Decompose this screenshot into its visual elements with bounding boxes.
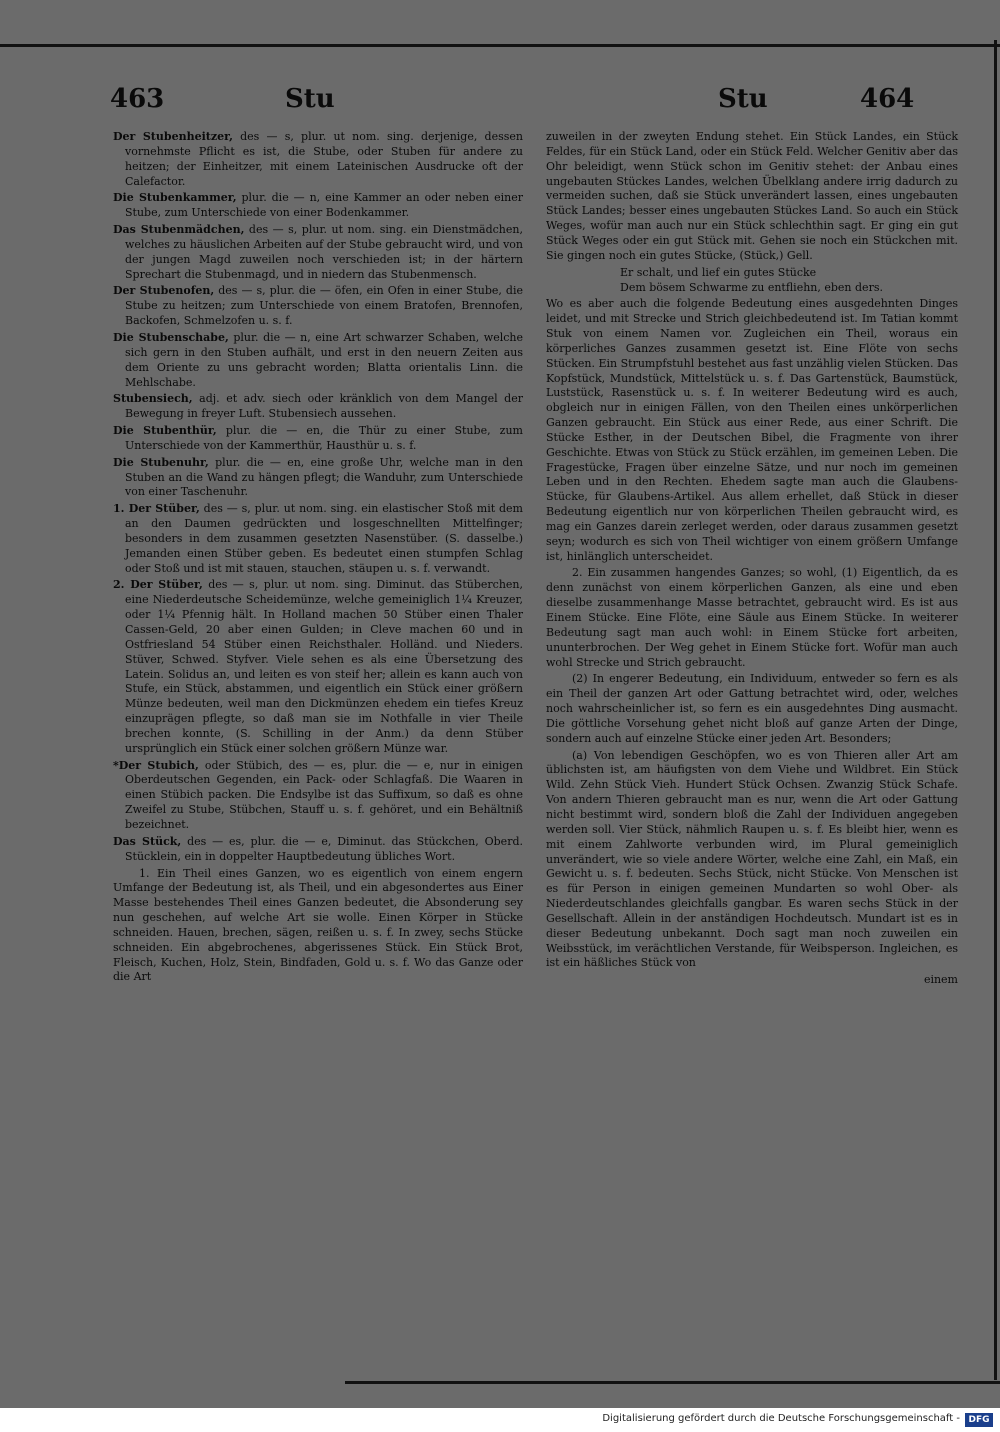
sense-paragraph: (a) Von lebendigen Geschöpfen, wo es von Thieren aller Art am üblichsten ist, am häufigsten von dem Viehe und Wildbret. Ein Stück Wild. Zehn Stück Vieh. Hundert Stück Ochsen. Zwanzig Stück Schafe. Von andern Thieren gebraucht man es nur, wenn die Art oder Gattung nicht bestimmt wird, sondern bloß die Zahl der Individuen angegeben werden soll. Vier Stück, nähmlich Raupen u. s. f. Es bleibt hier, wenn es mit einem Zahlworte verbunden wird, im Plural gemeiniglich unverändert, wie so viele andere Wörter, welche eine Zahl, ein Maß, ein Gewicht u. s. f. bedeuten. Sechs Stück, nicht Stücke. Von Menschen ist es für Person in einigen gemeinen Mundarten so wohl Ober- als Niederdeutschlandes gleichfalls gangbar. Es waren sechs Stück in der Gesellschaft. Allein in der anständigen Hochdeutsch. Mundart ist es in dieser Bedeutung unbekannt. Doch sagt man noch zuweilen ein Weibsstück, im verächtlichen Verstande, für Weibsperson. Ingleichen, es ist ein häßliches Stück von [546,748,958,970]
scan-top-edge [0,44,1000,47]
verse-line: Dem bösem Schwarme zu entfliehn, eben ders. [620,281,883,295]
dictionary-entry [113,502,523,576]
entry-lemma: Die Stubenkammer, [113,191,237,205]
sense-paragraph: (2) In engerer Bedeutung, ein Individuum, entweder so fern es als ein Theil der ganzen Art oder Gattung betrachtet wird, oder, welches noch wahrscheinlicher ist, so fern es ein ausgedehntes Ding ausmacht. Die göttliche Vorsehung gehet nicht bloß auf ganze Arten der Dinge, sondern auch auf einzelne Stücke einer jeden Art. Besonders; [546,672,958,745]
scan-bottom-edge [345,1381,1000,1384]
dictionary-entry [113,191,523,221]
scan-top-margin [0,0,1000,72]
sense-paragraph: 2. Ein zusammen hangendes Ganzes; so wohl, (1) Eigentlich, da es denn zunächst von einem körperlichen Ganzen, als eine und eben dieselbe zusammenhange Masse betrachtet, gebraucht wird. Es ist aus Einem Stücke. Eine Flöte, eine Säule aus Einem Stücke. In weiterer Bedeutung sagt man auch wohl: in Einem Stücke fort arbeiten, ununterbrochen. Der Weg gehet in Einem Stücke fort. Wofür man auch wohl Strecke und Strich gebraucht. [546,566,958,669]
entry-text: plur. die — n, eine Art schwarzer Schaben, welche sich gern in den Stuben aufhält, und erst in den neuern Zeiten aus dem Oriente zu uns gebracht worden; Blatta orientalis Linn. die Mehlschabe. [125,330,523,389]
entry-lemma: Der Stubenheitzer, [113,130,233,143]
dictionary-entry [113,759,523,833]
right-column [546,130,958,999]
entry-text: des — es, plur. die — e, Diminut. das Stückchen, Oberd. Stücklein, ein in doppelter Hauptbedeutung übliches Wort. [125,834,523,863]
entry-text: des — s, plur. ut nom. sing. Diminut. das Stüberchen, eine Niederdeutsche Scheidemünze, welche gemeiniglich 1¼ Kreuzer, oder 1¼ Pfennig hält. In Holland machen 50 Stüber einen Thaler Cassen-Geld, 20 aber einen Gulden; in Cleve machen 60 und in Ostfriesland 54 Stüber einen Reichsthaler. Holländ. und Nieders. Stüver, Schwed. Styfver. Viele sehen es als eine Übersetzung des Latein. Solidus an, und leiten es von steif her; allein es kann auch von Stufe, ein Stück, abstammen, und eigentlich ein Stück einer größern Münze bedeuten, weil man den Dickmünzen ehedem ein tiefes Kreuz einzuprägen pflegte, so daß man sie im Nothfalle in vier Theile brechen konnte, (S. Schilling in der Anm.) da denn Stüber ursprünglich ein Stück einer solchen größern Münze war. [125,578,523,755]
entry-lemma: Die Stubenschabe, [113,330,229,344]
page-number-left: 463 [110,84,165,114]
dictionary-entry [113,223,523,282]
entry-lemma: Das Stubenmädchen, [113,223,245,237]
dictionary-entry [113,331,523,390]
entry-text: des — s, plur. ut nom. sing. derjenige, dessen vornehmste Pflicht es ist, die Stube, oder Stuben für andere zu heitzen; der Einheitzer, mit einem Lateinischen Ausdrucke oft der Calefactor. [125,130,523,188]
dictionary-entry [113,424,523,454]
running-head-left: Stu [285,84,335,114]
page-number-right: 464 [860,84,915,114]
entry-text: adj. et adv. siech oder kränklich von dem Mangel der Bewegung in freyer Luft. Stubensiech aussehen. [125,392,523,421]
dictionary-entry [113,835,523,865]
entry-lemma: 1. Der Stüber, [113,502,200,516]
entry-lemma: Das Stück, [113,834,182,848]
dictionary-entry [113,284,523,329]
dictionary-entry [113,392,523,422]
sense-paragraph: 1. Ein Theil eines Ganzen, wo es eigentlich von einem engern Umfange der Bedeutung ist, als Theil, und ein abgesondertes aus Einer Masse bestehendes Theil eines Ganzen bedeutet, die Absonderung sey nun geschehen, auf welche Art sie wolle. Einen Körper in Stücke schneiden. Hauen, brechen, sägen, reißen u. s. f. In zwey, sechs Stücke schneiden. Ein abgebrochenes, abgerissenes Stück. Ein Stück Brot, Fleisch, Kuchen, Holz, Stein, Bindfaden, Gold u. s. f. Wo das Ganze oder die Art [113,866,523,984]
page-header [110,84,940,124]
entry-text: plur. die — n, eine Kammer an oder neben einer Stube, zum Unterschiede von einer Bodenkammer. [125,191,523,220]
left-column [113,130,523,987]
entry-text: des — s, plur. die — öfen, ein Ofen in einer Stube, die Stube zu heitzen; zum Unterschiede von einem Bratofen, Brennofen, Backofen, Schmelzofen u. s. f. [125,284,523,328]
entry-lemma: Die Stubenuhr, [113,455,209,469]
entry-lemma: Stubensiech, [113,392,193,406]
entry-lemma: 2. Der Stüber, [113,578,203,592]
dictionary-entry [113,130,523,189]
catchword: einem [923,973,958,987]
continued-paragraph: zuweilen in der zweyten Endung stehet. Ein Stück Landes, ein Stück Feldes, für ein Stück Land, oder ein Stück Feld. Welcher Genitiv aber das Ohr beleidigt, wenn Stück schon im Genitiv stehet: der Anbau eines ungebauten Stückes Landes, welchen Übelklang andere irrig dadurch zu vermeiden suchen, daß sie Stück unverändert lassen, eines ungebauten Stück Landes; besser eines ungebauten Stückes Land. So auch ein Stück Weges, wofür man auch nur ein Stück schlechthin sagt. Er ging ein gut Stück Weges oder ein gut Stück mit. Gehen sie noch ein Stückchen mit. Sie gingen noch ein gutes Stücke, (Stück,) Gell. [546,130,958,262]
entry-text: plur. die — en, die Thür zu einer Stube, zum Unterschiede von der Kammerthür, Hausthür u. s. f. [125,424,523,452]
entry-lemma: Die Stubenthür, [113,424,217,438]
entry-lemma: *Der Stubich, [113,758,199,772]
entry-text: oder Stübich, des — es, plur. die — e, nur in einigen Oberdeutschen Gegenden, ein Pack- oder Schlagfaß. Die Waaren in einen Stübich packen. Die Endsylbe ist das Suffixum, so daß es ohne Zweifel zu Stube, Stübchen, Stauff u. s. f. gehöret, und ein Behältniß bezeichnet. [125,758,523,831]
dictionary-entry [113,578,523,756]
entry-text: des — s, plur. ut nom. sing. ein elastischer Stoß mit dem an den Daumen gedrückten und losgeschnellten Mittelfinger; besonders in dem zusammen gesetzten Nasenstüber. (S. dasselbe.) Jemanden einen Stüber geben. Es bedeutet einen stumpfen Schlag oder Stoß und ist mit stauen, stauchen, stäupen u. s. f. verwandt. [125,502,523,575]
sense-paragraph: Wo es aber auch die folgende Bedeutung eines ausgedehnten Dinges leidet, und mit Strecke und Strich gleichbedeutend ist. Im Tatian kommt Stuk von einem Namen vor. Zugleichen ein Theil, woraus ein körperliches Ganzes zusammen gesetzt ist. Eine Flöte von sechs Stücken. Ein Strumpfstuhl bestehet aus fast unzählig vielen Stücken. Das Kopfstück, Mundstück, Mittelstück u. s. f. Das Gartenstück, Baumstück, Luststück, Rasenstück u. s. f. In weiterer Bedeutung wird es auch, obgleich nur in einigen Fällen, von den Theilen eines unkörperlichen Ganzen gebraucht. Ein Stück aus einer Rede, aus einer Schrift. Die Stücke Esther, in der Deutschen Bibel, die Fragmente von ihrer Geschichte. Etwas von Stück zu Stück erzählen, im gemeinen Leben. Die Fragestücke, Fragen über einzelne Sätze, und nur noch im gemeinen Leben und in den Rechten. Ehedem sagte man auch die Glaubens-Stücke, für Glaubens-Artikel. Aus allem erhellet, daß Stück in dieser Bedeutung eigentlich nur von körperlichen Theilen gebraucht wird, es mag ein Ganzes darein zerleget werden, oder daraus zusammen gesetzt seyn; wodurch es sich von Theil wichtiger von einem größern Umfange ist, hinlänglich unterscheidet. [546,297,958,563]
footer-bar [0,1408,1000,1432]
entry-text: des — s, plur. ut nom. sing. ein Dienstmädchen, welches zu häuslichen Arbeiten auf der Stube gebraucht wird, und von der jungen Magd zuweilen noch verschieden ist; in der härtern Sprechart die Stubenmagd, und in niedern das Stubenmensch. [125,223,523,281]
funding-notice: Digitalisierung gefördert durch die Deutsche Forschungsgemeinschaft - [602,1413,960,1424]
verse-line: Er schalt, und lief ein gutes Stücke [620,265,817,279]
dfg-logo-icon[interactable]: DFG [965,1413,993,1427]
entry-text: plur. die — en, eine große Uhr, welche man in den Stuben an die Wand zu hängen pflegt; die Wanduhr, zum Unterschiede von einer Taschenuhr. [125,455,523,499]
dictionary-entry [113,456,523,501]
scan-right-edge [994,40,997,1380]
running-head-right: Stu [718,84,768,114]
entry-lemma: Der Stubenofen, [113,284,215,298]
